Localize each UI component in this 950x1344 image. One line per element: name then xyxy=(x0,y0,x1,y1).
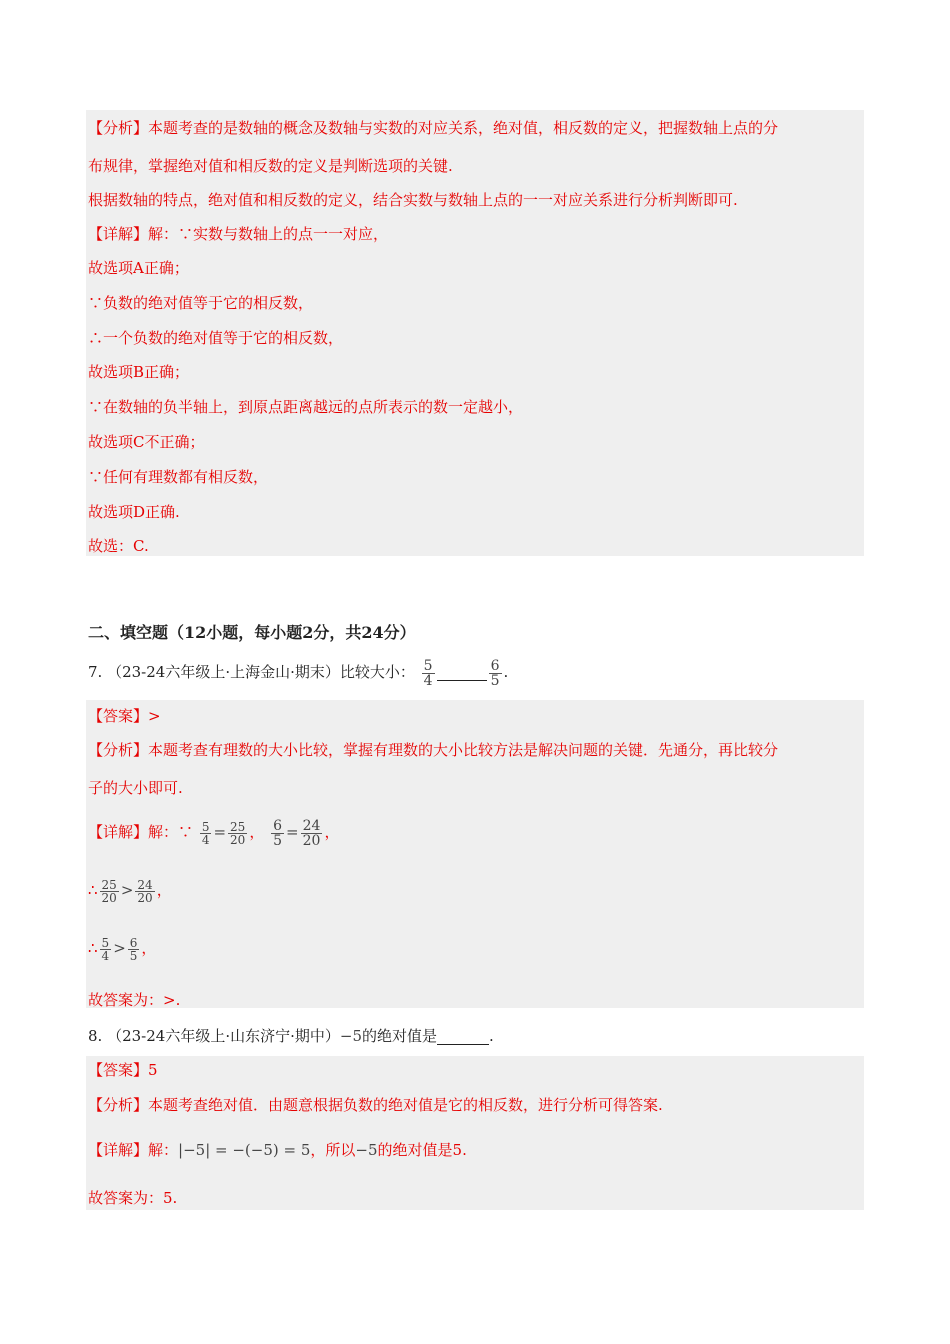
detail-line: ∴ $\frac{5}{4}$ > $\frac{6}{5}$ ， xyxy=(88,935,157,963)
solution-block-q8 xyxy=(86,1056,864,1210)
answer-line xyxy=(88,1060,158,1080)
fraction: $\frac{25}{20}$ xyxy=(101,877,117,905)
detail-line: ∴一个负数的绝对值等于它的相反数， xyxy=(88,329,344,347)
math-value: −5 xyxy=(355,1141,378,1159)
detail-text: 解：∵实数与数轴上的点一一对应， xyxy=(148,225,389,243)
math-value: −5 xyxy=(339,1027,362,1045)
answer-tag: 【答案】 xyxy=(88,1061,149,1079)
detail-line: 故选：C. xyxy=(88,537,149,555)
answer-line xyxy=(88,706,161,726)
fraction: $\frac{24}{20}$ xyxy=(302,817,321,849)
analysis-line: 根据数轴的特点，绝对值和相反数的定义，结合实数与数轴上点的一一对应关系进行分析判断即可. xyxy=(88,191,738,209)
fraction: $\frac{24}{20}$ xyxy=(137,877,153,905)
answer-value: 5 xyxy=(148,1061,158,1079)
detail-line: 故选项C不正确； xyxy=(88,433,205,451)
analysis-text: 本题考查的是数轴的概念及数轴与实数的对应关系，绝对值，相反数的定义，把握数轴上点的分 xyxy=(148,119,779,137)
answer-value: > xyxy=(148,707,161,725)
detail-line: 故选项D正确. xyxy=(88,503,180,521)
detail-line: 故选项A正确； xyxy=(88,259,189,277)
fraction: $\frac{5}{4}$ xyxy=(101,935,110,963)
question-source: （23-24六年级上·山东济宁·期中） xyxy=(107,1027,340,1045)
fraction: $\frac{25}{20}$ xyxy=(230,819,246,847)
analysis-tag: 【分析】 xyxy=(88,741,149,759)
answer-blank[interactable] xyxy=(437,666,487,681)
detail-tag: 【详解】 xyxy=(88,823,149,841)
fraction-5-4: $\frac{5}{4}$ xyxy=(423,657,433,689)
detail-line: 故选项B正确； xyxy=(88,363,190,381)
analysis-line: 布规律，掌握绝对值和相反数的定义是判断选项的关键. xyxy=(88,157,453,175)
question-number: 8. xyxy=(88,1027,103,1045)
question-number: 7. xyxy=(88,663,103,681)
analysis-tag: 【分析】 xyxy=(88,1096,149,1114)
analysis-text: 本题考查绝对值．由题意根据负数的绝对值是它的相反数，进行分析可得答案. xyxy=(148,1096,663,1114)
analysis-line xyxy=(88,118,778,138)
detail-line: 【详解】解：∵ $\frac{5}{4}$ = $\frac{25}{20}$ ， $\frac{6}{5}$ = $\frac{24}{20}$ ， xyxy=(88,817,340,849)
detail-line: ∵任何有理数都有相反数， xyxy=(88,468,269,486)
analysis-tag: 【分析】 xyxy=(88,119,149,137)
detail-tag: 【详解】 xyxy=(88,1141,149,1159)
question-source: （23-24六年级上·上海金山·期末）比较大小： xyxy=(107,663,415,681)
answer-tag: 【答案】 xyxy=(88,707,149,725)
detail-tag: 【详解】 xyxy=(88,225,149,243)
detail-line: ∵在数轴的负半轴上，到原点距离越远的点所表示的数一定越小， xyxy=(88,398,524,416)
section-heading: 二、填空题（12小题，每小题2分，共24分） xyxy=(88,623,416,642)
detail-line: ∵负数的绝对值等于它的相反数， xyxy=(88,294,314,312)
question-7: 7. （23-24六年级上·上海金山·期末）比较大小： $\frac{5}{4}$ $\frac{6}{5}$ . xyxy=(88,657,509,689)
fraction: $\frac{6}{5}$ xyxy=(273,817,283,849)
analysis-text: 本题考查有理数的大小比较，掌握有理数的大小比较方法是解决问题的关键．先通分，再比较分 xyxy=(148,741,779,759)
fraction: $\frac{5}{4}$ xyxy=(201,819,210,847)
detail-line xyxy=(88,224,388,244)
answer-blank[interactable] xyxy=(437,1030,489,1045)
detail-line: ∴ $\frac{25}{20}$ > $\frac{24}{20}$ ， xyxy=(88,877,172,905)
question-8: 8. （23-24六年级上·山东济宁·期中）−5的绝对值是 . xyxy=(88,1027,494,1045)
fraction: $\frac{6}{5}$ xyxy=(129,935,138,963)
analysis-line: 子的大小即可. xyxy=(88,779,183,797)
detail-line: 【详解】解：|−5| = −(−5) = 5，所以−5的绝对值是5. xyxy=(88,1141,467,1159)
fraction-6-5: $\frac{6}{5}$ xyxy=(490,657,500,689)
math-expression: |−5| = −(−5) = 5 xyxy=(178,1141,311,1159)
analysis-line xyxy=(88,1095,663,1115)
analysis-line xyxy=(88,740,778,760)
final-answer-line: 故答案为：5. xyxy=(88,1189,178,1207)
final-answer-line: 故答案为：>. xyxy=(88,991,181,1009)
